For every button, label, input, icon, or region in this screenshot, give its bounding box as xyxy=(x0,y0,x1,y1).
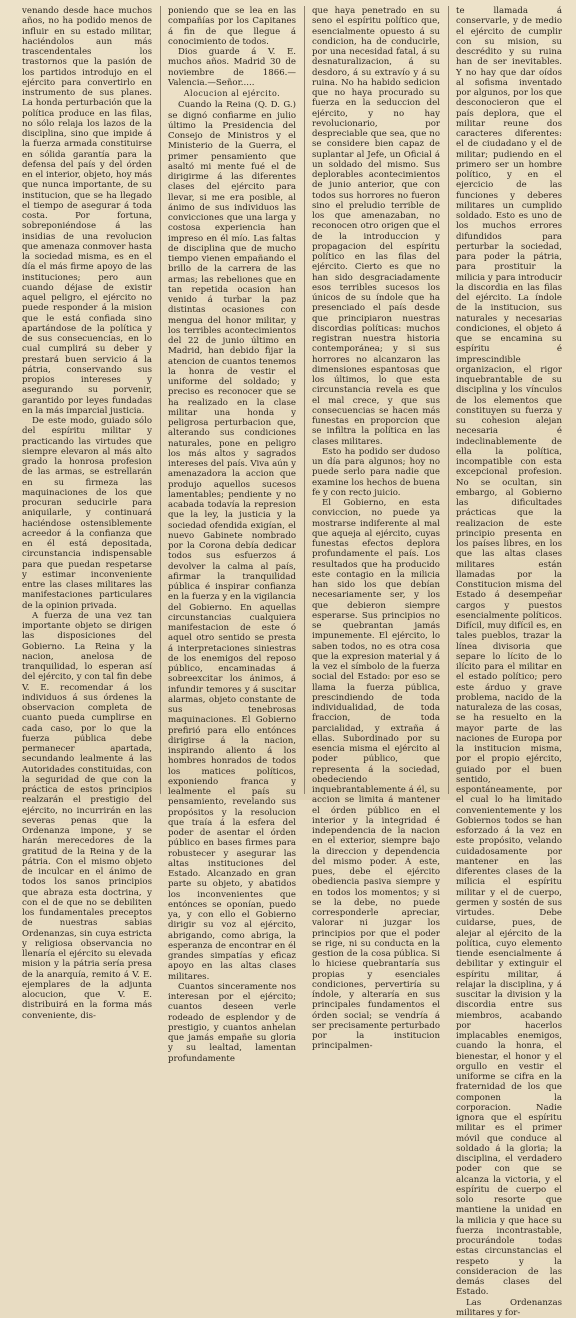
column-divider xyxy=(304,6,305,794)
column-divider xyxy=(448,6,449,794)
column-divider xyxy=(160,6,161,794)
paragraph: te llamada á conservarle, y de medio el ejército de cumplir con su mision, su descrédito y su ruina han de ser inevitables. Y no hay que dar oídos al sofisma inventado por algunos, por los que desconocieron que el país deplora, que el militar reune dos caracteres diferentes: el de ciudadano y el de militar; pudiendo en el primero ser un hombre político, y en el ejercicio de las funciones y deberes militares un cumplido soldado. Esto es uno de los muchos errores difundidos para perturbar la sociedad, para poder la pátria, para prostituir la milicia y para introducir la discordia en las filas del ejército. La índole de la institucion, sus naturales y necesarias condiciones, el objeto á que se encamina su espíritu é imprescindible organizacion, el rigor inquebrantable de su disciplina y los vínculos de los elementos que constituyen su fuerza y su cohesion alejan necesaria é indeclinablemente de ella la política, incompatible con esta excepcional profesion. No se ocultan, sin embargo, al Gobierno las dificultades prácticas que la realizacion de este principio presenta en los países libres, en los que las altas clases militares están llamadas por la Constitucion misma del Estado á desempeñar cargos y puestos esencialmente políticos. Difícil, muy difícil es, en tales pueblos, trazar la línea divisoria que separe lo lícito de lo ilícito para el militar en el estado político; pero este árduo y grave problema, nacido de la naturaleza de las cosas, se ha resuelto en la mayor parte de las naciones de Europa por la institucion misma, por el propio ejército, guiado por el buen sentido, espontáneamente, por el cual lo ha limitado convenientemente y los Gobiernos todos se han esforzado á la vez en este propósito, velando cuidadosamente por mantener en las diferentes clases de la milicia el espíritu militar y el de cuerpo, germen y sostén de sus virtudes. Debe cuidarse, pues, de alejar al ejército de la política, cuyo elemento tiende esencialmente á debilitar y extinguir el espíritu militar, á relajar la disciplina, y á suscitar la division y la discordia entre sus miembros, acabando por hacerlos implacables enemigos, cuando la honra, el bienestar, el honor y el orgullo en vestir el uniforme se cifra en la fraternidad de los que componen la corporacion. Nadie ignora que el espíritu militar es el primer móvil que conduce al soldado á la gloria; la disciplina, el verdadero poder con que se alcanza la victoria, y el espíritu de cuerpo el solo resorte que mantiene la unidad en la milicia y que hace su fuerza incontrastable, procurándole todas estas circunstancias el respeto y la consideracion de las demás clases del Estado. xyxy=(456,6,562,1298)
text-column-4 xyxy=(456,6,562,794)
paragraph: venando desde hace muchos años, no ha podido menos de influir en su estado militar, haciéndolos aun más trascendentales los trastornos que la pasión de los partidos introdujo en el ejército para convertirlo en instrumento de sus planes. La honda perturbación que la política produce en las filas, no sólo relaja los lazos de la disciplina, sino que impide á la fuerza armada constituirse en sólida garantía para la defensa del país y del órden en el interior, objeto, hoy más que nunca importante, de su institucion, que se ha llegado el tiempo de asegurar á toda costa. Por fortuna, sobreponiéndose á las insidias de una revolucion que amenaza conmover hasta la sociedad misma, es en el día el más firme apoyo de las instituciones; pero aun cuando déjase de existir aquel peligro, el ejército no puede responder á la mision que le está confiada sino apartándose de la política y de sus consecuencias, en lo cual cumplirá su deber y prestará buen servicio á la pátria, conservando sus propios intereses y asegurando su porvenir, garantido por leyes fundadas en la más imparcial justicia. xyxy=(22,6,152,416)
paragraph: A fuerza de una vez tan importante objeto se dirigen las disposiciones del Gobierno. La Reina y la nacion, anelosa de tranquilidad, lo esperan así del ejército, y con tal fin debe V. E. recomendar á los individuos á sus órdenes la observacion completa de cuanto pueda cumplirse en cada caso, por lo que la fuerza pública debe permanecer apartada, secundando lealmente á las Autoridades constituidas, con la seguridad de que con la práctica de estos principios realzarán el prestigio del ejército, no incurrirán en las severas penas que la Ordenanza impone, y se harán merecedores de la gratitud de la Reina y de la pátria. Con el mismo objeto de inculcar en el ánimo de todos los sanos principios que abraza esta doctrina, y con el de que no se debiliten los fundamentales preceptos de nuestras sabias Ordenanzas, sin cuya estricta y religiosa observancia no llenaría el ejército su elevada mision y la pátria sería presa de la anarquía, remito á V. E. ejemplares de la adjunta alocucion, que V. E. distribuirá en la forma más conveniente, dis- xyxy=(22,611,152,1021)
text-column-1 xyxy=(22,6,152,794)
paragraph: Esto ha podido ser dudoso un día para algunos; hoy no puede serlo para nadie que examine los hechos de buena fe y con recto juicio. xyxy=(312,447,440,498)
paragraph: Las Ordenanzas militares y for- xyxy=(456,1298,562,1318)
paragraph: poniendo que se lea en las compañías por los Capitanes á fin de que llegue á conocimiento de todos. xyxy=(168,6,296,47)
paragraph: que haya penetrado en su seno el espíritu político que, esencialmente opuesto á su condicion, ha de conducirle, por una necesidad fatal, á su desnaturalizacion, á su desdoro, á su extravío y á su ruina. No ha habido sedicion que no haya procurado su fuerza en la seduccion del ejército, y no hay revolucionario, por despreciable que sea, que no se considere bien capaz de suplantar al Jefe, un Oficial á un soldado del mismo. Sus deplorables acontecimientos de junio anterior, que con todos sus horrores no fueron sino el preludio terrible de los que amenazaban, no reconocen otro origen que el de la introduccion y propagacion del espíritu político en las filas del ejército. Cierto es que no han sido desgraciadamente esos terribles sucesos los únicos de su índole que ha presenciado el país desde que principiaron nuestras discordias políticas: muchos registran nuestra historia contemporánea; y si sus horrores no alcanzaron las dimensiones espantosas que los últimos, lo que esta circunstancia revela es que el mal crece, y que sus consecuencias se hacen más funestas en proporcion que se infiltra la política en las clases militares. xyxy=(312,6,440,447)
text-column-2 xyxy=(168,6,296,794)
paragraph: Cuantos sinceramente nos interesan por el ejército; cuantos deseen verle rodeado de esplendor y de prestigio, y cuantos anhelan que jamás empañe su gloria y su lealtad, lamentan profundamente xyxy=(168,982,296,1064)
paragraph: De este modo, guiado sólo del espíritu militar y practicando las virtudes que siempre elevaron al más alto grado la honrosa profesion de las armas, se estrellarán en su firmeza las maquinaciones de los que procuran seducirle para aniquilarle, y continuará haciéndose ostensiblemente acreedor á la confianza que en él está depositada, circunstancia indispensable para que puedan respetarse y estimar inconveniente entre las clases militares las manifestaciones particulares de la opinion privada. xyxy=(22,416,152,611)
paragraph: Dios guarde á V. E. muchos años. Madrid 30 de noviembre de 1866.—Valencia.—Señor..... xyxy=(168,47,296,88)
paragraph: Cuando la Reina (Q. D. G.) se dignó confiarme en julio último la Presidencia del Consejo de Ministros y el Ministerio de la Guerra, el primer pensamiento que asaltó mi mente fué el de dirigirme á las diferentes clases del ejército para llevar, si me era posible, al ánimo de sus individuos las convicciones que una larga y costosa experiencia han impreso en él mío. Las faltas de disciplina que de mucho tiempo vienen empañando el brillo de la carrera de las armas; las rebeliones que en tan repetida ocasion han venido á turbar la paz distintas ocasiones con mengua del honor militar, y los terribles acontecimientos del 22 de junio último en Madrid, han debido fijar la atencion de cuantos tenemos la honra de vestir el uniforme del soldado; y preciso es reconocer que se ha realizado en la clase militar una honda y peligrosa perturbacion que, alterando sus condiciones naturales, pone en peligro los más altos y sagrados intereses del país. Viva aún y amenazadora la accion que produjo aquellos sucesos lamentables; pendiente y no acabada todavía la represion que la ley, la justicia y la sociedad ofendida exigían, el nuevo Gabinete nombrado por la Corona debía dedicar todos sus esfuerzos á devolver la calma al país, afirmar la tranquilidad pública é inspirar confianza en la fuerza y en la vigilancia del Gobierno. En aquellas circunstancias cualquiera manifestacion de este ó aquel otro sentido se presta á interpretaciones siniestras de los enemigos del reposo público, encaminadas á sobreexcitar los ánimos, á infundir temores y á suscitar alarmas, objeto constante de sus tenebrosas maquinaciones. El Gobierno prefirió para ello entónces dirigirse á la nacion, inspirando aliento á los hombres honrados de todos los matices políticos, exponiendo franca y lealmente el país su pensamiento, revelando sus propósitos y la resolucion que traía á la esfera del poder de asentar el órden público en bases firmes para robustecer y asegurar las altas instituciones del Estado. Alcanzado en gran parte su objeto, y abatidos los inconvenientes que entónces se oponían, puedo ya, y con ello el Gobierno dirigir su voz al ejército, abrigando, como abriga, la esperanza de encontrar en él grandes simpatías y eficaz apoyo en las altas clases militares. xyxy=(168,100,296,982)
section-heading: Alocucion al ejército. xyxy=(168,89,296,99)
paragraph: El Gobierno, en esta conviccion, no puede ya mostrarse indiferente al mal que aqueja al ejército, cuyas funestas efectos deplora profundamente el país. Los resultados que ha producido este contagio en la milicia han sido los que debían necesariamente ser, y los que debieron siempre esperarse. Sus principios no se quebrantan jamás impunemente. El ejército, lo saben todos, no es otra cosa que la expresion material y á la vez el símbolo de la fuerza social del Estado: por eso se llama la fuerza pública, prescindiendo de toda individualidad, de toda fraccion, de toda parcialidad, y extraña á ellas. Subordinado por su esencia misma el ejército al poder público, que representa á la sociedad, obedeciendo inquebrantablemente á él, su accion se limita á mantener el órden público en el interior y la integridad é independencia de la nacion en el exterior, siempre bajo la direccion y dependencia del mismo poder. Á este, pues, debe el ejército obediencia pasiva siempre y en todos los momentos; y si se la debe, no puede corresponderle apreciar, valorar ni juzgar los principios por que el poder se rige, ni su conducta en la gestion de la cosa pública. Si lo hiciese quebrantaría sus propias y esenciales condiciones, pervertiría su índole, y alteraría en sus principales fundamentos el órden social; se vendría á ser precisamente perturbado por la institucion principalmen- xyxy=(312,498,440,1052)
text-column-3 xyxy=(312,6,440,794)
